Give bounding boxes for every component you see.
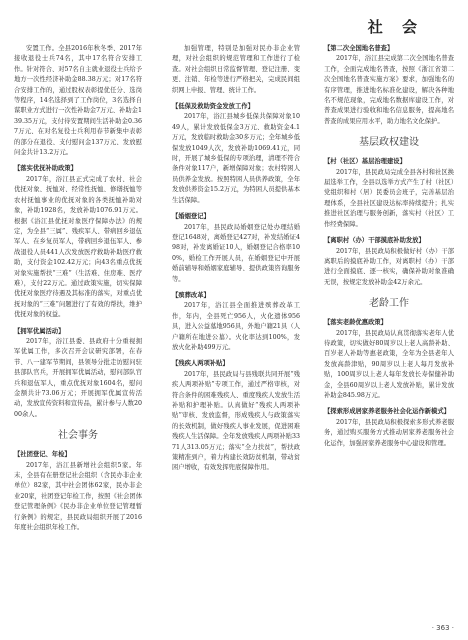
- paragraph: 2017年，浴江县完成第二次全国地名普查工作，全面完成地名普查，按照《浙江省第二次全国地名普查实施方案》要求，加强地名的有序管理，推进地名标准化建设，解决各种地名不规范现象，完成地名数据库建设工作，对普查成果进行验收和地名信息服务，提高地名普查的成果应用水平，助力地名文化保护。: [324, 55, 454, 125]
- paragraph: 2017年，浴江县正式完成了农村、社会优抚对象、抚恤对、经常性抚恤、修缮抚恤等农村抚恤事业的优抚对象的各类抚恤补助对象，补助1928名，发放补助1076.91万元。根据《浴江县优抚对象医疗保障办法》的规定，为全县“三属”、残疾军人、带病回乡退伍军人、在乡复员军人，带病回乡退伍军人、参战退役人员441人次发放医疗救助补助医疗救助，支付资金102.42万元；向43名重点优抚对象实施帮扶“三难”（生活难、住房难、医疗难），支付22万元。通过政策实施，切实保障优抚对象医疗待遇及其标准的落实，对重点优抚对象的“三难”问题进行了有效的帮扶，维护优抚对象的权益。: [14, 175, 142, 319]
- subsection-heading: 【落实优抚补助政策】: [14, 165, 77, 173]
- paragraph: 2017年，浴江县城乡低保共保障对象1049人，累计发放低保金3万元、救助资金4.1万元，发放临时救助金30多万元；全年城乡低保发放1049人次，发放补助1069.41元，同时，开展了城乡低保的专项治理，清理不符合条件对象117户，新增保障对象；农村特困人员供养金发放。按照特困人员供养政策，全年发放供养资金15.2万元，为特困人员提供基本生活保障。: [172, 113, 300, 204]
- subsection-heading: 【残疾人两项补贴】: [172, 360, 229, 368]
- subsection-heading: 【殡葬改革】: [172, 291, 210, 299]
- paragraph: 2017年，县民政局与县残联共同开展“残疾人两项补贴”专项工作，通过严格审核，对符合条件的困难残疾人、重度残疾人发放生活补贴和护理补贴。认真做好“残疾人两项补贴”审核、发放监督，形成残疾人与政策落实的长效机制，做好残疾人事业发展，促进困难残疾人生活保障。全年发放残疾人两项补贴3371人313.05万元；落实“全力扶贫”，帮扶政策精准到户，着力构建长效防贫机制，带动贫困户增收，有效发挥兜底保障作用。: [172, 370, 300, 472]
- subsection-heading: 【探索形成居家养老服务社会化运作新模式】: [324, 408, 450, 416]
- column-2: [172, 44, 300, 474]
- subsection-heading: 【社团登记、年检】: [14, 451, 71, 459]
- paragraph: 2017年，浴江县新增社会组织5家。年末，全县有在册登记社会组织（含民办非企业单位）82家，其中社会团体62家，民办非企业20家，社团登记年检工作，按照《社会团体登记管理条例》《民办非企业单位登记管理暂行条例》的规定，县民政局组织开展了2016年度社会组织年检工作。: [14, 461, 142, 532]
- section-title: 社会事务: [58, 430, 98, 442]
- paragraph: 2017年，浴江县委、县政府十分重视拥军优属工作，多次召开会议研究部署，在春节、八一建军节期间，县领导分批走访慰问驻县部队官兵，开展拥军优属活动，慰问部队官兵和退伍军人，重点优抚对象1604名，慰问金额共计73.06万元；开展拥军优属宣传活动，发放宣传资料和宣传品，累计参与人数2000余人。: [14, 337, 142, 418]
- page-number: · 363 ·: [431, 624, 454, 632]
- paragraph: 加强管理，特别是加强对民办非企业管理，对社会组织的规范管理和工作进行了检查。对社会组织日常监督管理、登记注册、变更、注销、年检等进行严格把关，完成民间组织网上申报、管理、统计工作。: [172, 45, 300, 94]
- subsection-heading: 【低保及救助资金发放工作】: [172, 103, 254, 111]
- section-title: 基层政权建设: [359, 137, 419, 149]
- column-1: [14, 44, 142, 533]
- section-header-title: 社 会: [367, 18, 424, 36]
- column-3: [324, 44, 454, 449]
- paragraph: 2017年，县民政局积极探索多形式养老服务，通过购买服务方式推动居家养老服务社会化运作，加强居家养老服务中心建设和管理。: [324, 418, 454, 447]
- subsection-heading: 【第二次全国地名普查】: [324, 45, 394, 52]
- subsection-heading: 【拥军优属活动】: [14, 327, 65, 335]
- subsection-heading: 【落实老龄优惠政策】: [324, 319, 387, 327]
- subsection-heading: 【村（社区）基层治理建设】: [324, 158, 406, 166]
- paragraph: 安置工作。全县2016年秋冬季、2017年接收退役士兵74名，其中17名符合安排工作。针对符合、对57名自主就业退役士兵给予地方一次性经济补助金88.38万元；对17名符合安排工作的，通过股权表彰提优任分、选岗等程序，14名选择到了工作岗位，3名选择自谋职业方式进行一次性补助金7万元、补助金139.35万元，支付待安置期间生活补助金0.367万元、在对名复役士兵利用春节新集中表彰的部分在退役、支付慰问金137万元、发放慰问金共计13.2万元。: [14, 45, 142, 157]
- paragraph: 2017年，浴江县全面推进殡葬改革工作，年内，全县死亡956人，火化遗体956具，进入公益墓地956具，外地户籍21具（人户籍所在地进公墓）。火化率达到100%，发放火化补助499万元。: [172, 302, 300, 351]
- paragraph: 2017年，县民政局积极做好村（办）干部离职后的摸底补助工作，对离职村（办）干部进行全面摸底、逐一核实，确保补助对象准确无误，按规定发放补助金42万余元。: [324, 247, 454, 286]
- section-title: 老龄工作: [369, 298, 409, 310]
- paragraph: 2017年，县民政局完成全县各村和社区换届选举工作，全县以选举方式产生了村（社区）党组织和村（居）民委员会班子，完善基层治理体系，全县社区建设达标率持续提升；扎实推进社区治理与服务创新，落实村（社区）工作经费保障。: [324, 168, 454, 228]
- subsection-heading: 【婚姻登记】: [172, 213, 210, 221]
- subsection-heading: 【离职村（办）干部摸底补助发放】: [324, 237, 425, 245]
- paragraph: 2017年，县民政局认真贯彻落实老年人优待政策，切实做好80周岁以上老人高龄补助、百岁老人补助等惠老政策，全年为全县老年人发放高龄津贴，90周岁以上老人每月发放补贴，100周岁以上老人每年发放长寿保健补助金，全县60周岁以上老人发放补贴，累计发放补助金845.98万元。: [324, 329, 454, 399]
- paragraph: 2017年，县民政局婚姻登记处办理结婚登记1648对，离婚登记427对，补发结婚证498对，补发离婚证10人，婚姻登记合格率100%，婚检工作开展人员，在婚姻登记中开展婚前辅导和婚姻家庭辅导、提供政策咨询服务等。: [172, 223, 300, 283]
